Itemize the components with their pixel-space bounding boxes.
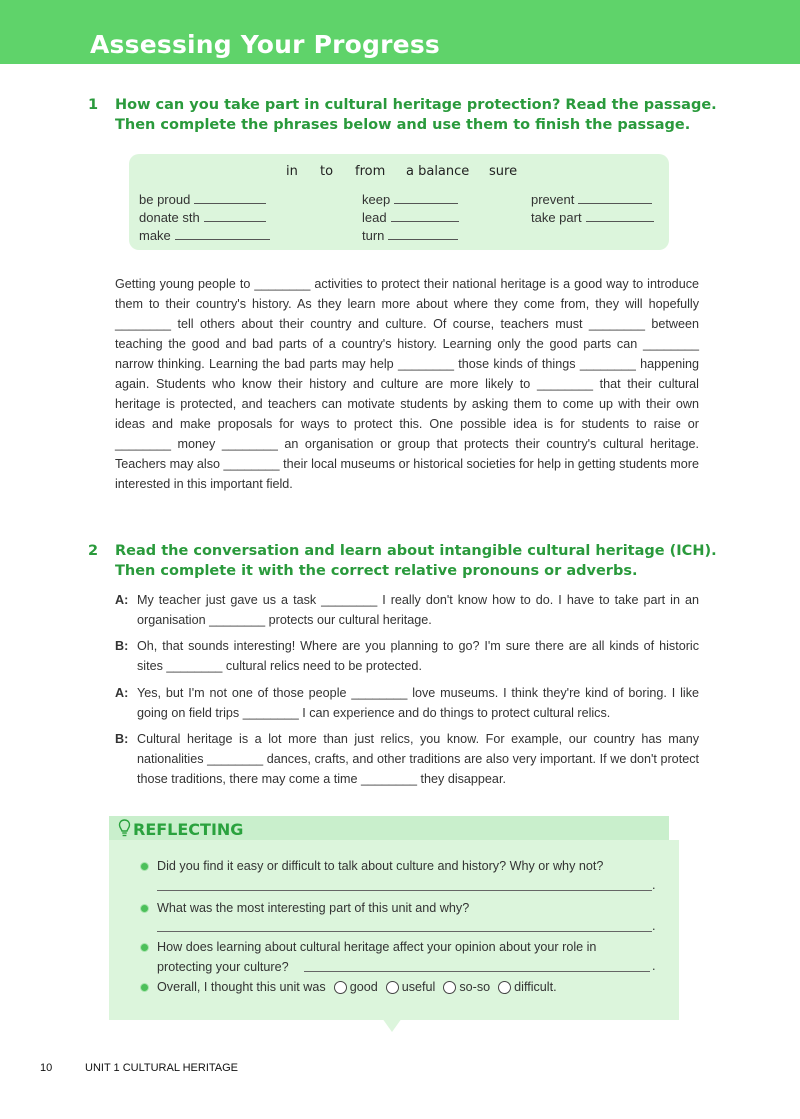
bullet-icon: [140, 943, 149, 952]
section-2-instruction-line-1: Read the conversation and learn about intangible cultural heritage (ICH).: [115, 543, 717, 559]
phrase-item: make: [139, 227, 270, 243]
answer-blank[interactable]: [194, 191, 266, 204]
page-number: 10: [40, 1062, 53, 1074]
answer-blank[interactable]: [388, 227, 458, 240]
dialogue-turn: [115, 590, 699, 630]
bullet-icon: [140, 904, 149, 913]
rating-option-useful[interactable]: useful: [386, 977, 436, 997]
phrase-item: be proud: [139, 191, 266, 207]
answer-line[interactable]: [304, 971, 650, 972]
radio-circle[interactable]: [498, 981, 511, 994]
reflecting-notch: [382, 1018, 402, 1032]
section-number: 2: [88, 543, 99, 559]
phrase-item: prevent: [531, 191, 652, 207]
radio-circle[interactable]: [334, 981, 347, 994]
reflection-question-text: Did you find it easy or difficult to talk about culture and history? Why or why not?: [157, 859, 604, 873]
section-2-heading: [88, 541, 717, 581]
word-bank-item: to: [320, 164, 334, 179]
answer-line[interactable]: [157, 890, 652, 891]
section-2-instruction-line-2: Then complete it with the correct relative pronouns or adverbs.: [115, 563, 638, 579]
unit-label: UNIT 1 CULTURAL HERITAGE: [85, 1062, 239, 1074]
reflection-question-continuation: protecting your culture?: [157, 960, 289, 974]
phrase-item: donate sth: [139, 209, 266, 225]
lightbulb-icon: [118, 818, 131, 840]
bullet-icon: [140, 983, 149, 992]
period-mark: .: [652, 959, 656, 973]
rating-prompt: Overall, I thought this unit was: [157, 980, 326, 994]
reading-passage: Getting young people to ________ activities to protect their national heritage is a good way to introduce them to their country's history. As they learn more about where they come from, they will hopefully ________ tell others about their country and culture. Of course, teachers must ________ between teaching the good and bad parts of a country's history. Learning only the good parts can ________ narrow thinking. Learning the bad parts may help ________ those kinds of things ________ happening again. Students who know their history and culture are more likely to ________ that their cultural heritage is protected, and teachers can motivate students by asking them to come up with their own ideas and make proposals for ways to protect this. One possible idea is for students to raise or ________ money ________ an organisation or group that protects their country's cultural heritage. Teachers may also ________ their local museums or historical societies for help in getting students more interested in this important field.: [115, 277, 699, 491]
phrase-item: turn: [362, 227, 458, 243]
section-1-instruction-line-1: How can you take part in cultural heritage protection? Read the passage.: [115, 97, 717, 113]
speaker-label: A:: [115, 593, 129, 607]
speaker-label: B:: [115, 639, 129, 653]
phrase-box: [129, 154, 669, 250]
header-bar: [0, 0, 800, 64]
answer-blank[interactable]: [175, 227, 270, 240]
period-mark: .: [652, 878, 656, 892]
bullet-icon: [140, 862, 149, 871]
answer-blank[interactable]: [586, 209, 654, 222]
dialogue-text: Yes, but I'm not one of those people ________ love museums. I think they're kind of boring. I like going on field trips ________ I can experience and do things to protect cultural relics.: [137, 686, 699, 720]
rating-option-difficult[interactable]: difficult.: [498, 977, 556, 997]
phrase-item: keep: [362, 191, 458, 207]
page-title: Assessing Your Progress: [90, 30, 440, 59]
dialogue-text: Oh, that sounds interesting! Where are you planning to go? I'm sure there are all kinds of historic sites ________ cultural relics need to be protected.: [137, 639, 699, 673]
phrase-item: take part: [531, 209, 654, 225]
reflecting-title: REFLECTING: [133, 819, 244, 839]
word-bank: [129, 164, 669, 182]
dialogue-turn: [115, 636, 699, 676]
section-1-heading: [88, 95, 717, 135]
rating-option-good[interactable]: good: [334, 977, 378, 997]
answer-blank[interactable]: [394, 191, 458, 204]
reflection-question-text: How does learning about cultural heritage affect your opinion about your role in: [157, 940, 597, 954]
rating-row: [157, 977, 557, 997]
speaker-label: B:: [115, 732, 129, 746]
answer-blank[interactable]: [391, 209, 459, 222]
section-1-instruction-line-2: Then complete the phrases below and use them to finish the passage.: [115, 117, 691, 133]
dialogue-turn: [115, 729, 699, 789]
phrase-item: lead: [362, 209, 459, 225]
word-bank-item: sure: [489, 164, 518, 179]
answer-blank[interactable]: [204, 209, 266, 222]
word-bank-item: a balance: [406, 164, 470, 179]
rating-option-so-so[interactable]: so-so: [443, 977, 490, 997]
radio-circle[interactable]: [443, 981, 456, 994]
word-bank-item: in: [286, 164, 298, 179]
answer-line[interactable]: [157, 931, 652, 932]
word-bank-item: from: [355, 164, 386, 179]
section-number: 1: [88, 97, 99, 113]
reflecting-heading: [118, 818, 243, 840]
speaker-label: A:: [115, 686, 129, 700]
reflection-question-text: What was the most interesting part of this unit and why?: [157, 901, 470, 915]
dialogue-text: My teacher just gave us a task ________ I really don't know how to do. I have to take part in an organisation ________ protects our cultural heritage.: [137, 593, 699, 627]
dialogue-turn: [115, 683, 699, 723]
dialogue-text: Cultural heritage is a lot more than just relics, you know. For example, our country has many nationalities ________ dances, crafts, and other traditions are also very important. If we don't protect those traditions, there may come a time ________ they disappear.: [137, 732, 699, 786]
period-mark: .: [652, 919, 656, 933]
answer-blank[interactable]: [578, 191, 652, 204]
radio-circle[interactable]: [386, 981, 399, 994]
